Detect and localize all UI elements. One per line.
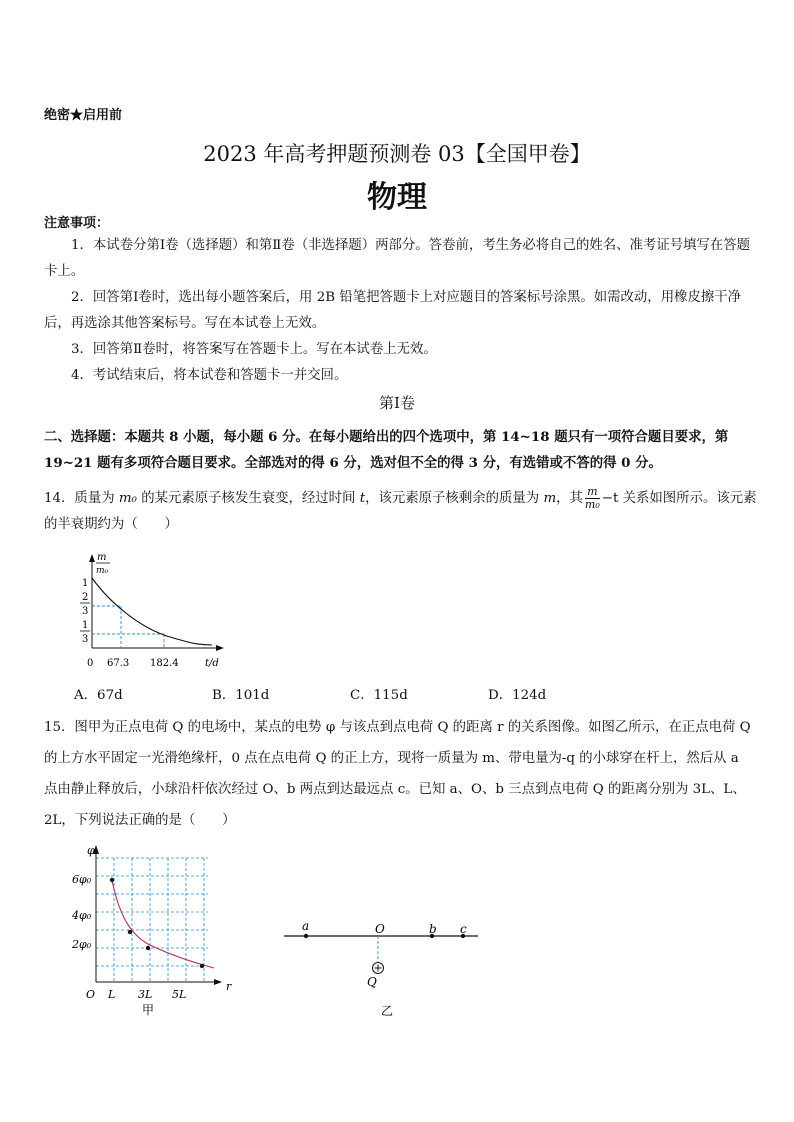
confidential-label: 绝密★启用前 [44, 108, 123, 123]
exam-title: 2023 年高考押题预测卷 03【全国甲卷】 [203, 142, 591, 166]
tick-4phi: 4φ₀ [72, 909, 92, 922]
tick-x-182: 182.4 [150, 658, 179, 669]
r-axis-label: r [226, 980, 232, 993]
point-b: b [429, 922, 437, 936]
phi-axis-label: φ [87, 844, 95, 857]
y-label-num: m [97, 552, 107, 563]
tick-6phi: 6φ₀ [72, 873, 92, 886]
potential-graph [68, 840, 248, 1020]
rod-diagram [280, 915, 490, 1020]
subject-title: 物理 [367, 180, 427, 215]
notice-heading: 注意事项： [44, 216, 110, 231]
tick-x-0: 0 [87, 658, 94, 669]
option-b: B．101d [212, 688, 270, 703]
x-axis-label: t/d [205, 658, 219, 669]
tick-y-2: 2 [82, 592, 89, 603]
caption-yi: 乙 [381, 1004, 394, 1018]
caption-jia: 甲 [142, 1003, 155, 1017]
point-O: O [375, 922, 385, 936]
origin-label: O [86, 988, 96, 1001]
question-14: 14．质量为 m₀ 的某元素原子核发生衰变，经过时间 t，该元素原子核剩余的质量为 m，其 $\frac{m}{\text{m₀}}$ −t 关系如图所示。该元素的半衰期约为（ ） [44, 485, 757, 532]
tick-y-3: 3 [82, 606, 89, 617]
notice-item-2: 2．回答第Ⅰ卷时，选出每小题答案后，用 2B 铅笔把答题卡上对应题目的答案标号涂黑。如需改动，用橡皮擦干净后，再选涂其他答案标号。写在本试卷上无效。 [44, 290, 742, 331]
tick-x-67: 67.3 [107, 658, 130, 669]
tick-5L: 5L [172, 988, 187, 1001]
notice-item-3: 3．回答第Ⅱ卷时，将答案写在答题卡上。写在本试卷上无效。 [71, 342, 437, 357]
point-c: c [460, 922, 467, 936]
option-c: C．115d [350, 688, 408, 703]
tick-3L: 3L [138, 988, 153, 1001]
question-15: 15．图甲为正点电荷 Q 的电场中，某点的电势 φ 与该点到点电荷 Q 的距离 r 的关系图像。如图乙所示，在正点电荷 Q 的上方水平固定一光滑绝缘杆，0 点在点电荷 Q 的正上方，现将一质量为 m、带电量为-q 的小球穿在杆上，然后从 a 点由静止释放后，小球沿杆依次经过 O、b 两点到达最远点 c。已知 a、O、b 三点到点电荷 Q 的距离分别为 3L、L、2L，下列说法正确的是（ ） [44, 720, 751, 828]
tick-2phi: 2φ₀ [72, 938, 92, 951]
notice-item-1: 1．本试卷分第Ⅰ卷（选择题）和第Ⅱ卷（非选择题）两部分。答卷前，考生务必将自己的姓名、准考证号填写在答题卡上。 [44, 238, 751, 279]
charge-Q: Q [367, 975, 377, 989]
tick-y-1: 1 [82, 578, 89, 589]
y-label-den: m₀ [96, 566, 109, 576]
tick-y-5: 3 [82, 634, 89, 645]
ratio-fraction: $\frac{m}{\text{m₀}}$ [584, 485, 600, 511]
tick-L: L [108, 988, 116, 1001]
volume-heading: 第Ⅰ卷 [379, 394, 415, 412]
section-instructions: 二、选择题：本题共 8 小题，每小题 6 分。在每小题给出的四个选项中，第 14~18 题只有一项符合题目要求，第 19~21 题有多项符合题目要求。全部选对的得 6 分，选对但不全的得 3 分，有选错或不答的得 0 分。 [44, 429, 729, 471]
notice-item-4: 4．考试结束后，将本试卷和答题卡一并交回。 [71, 368, 348, 383]
point-a: a [302, 919, 310, 933]
option-a: A．67d [74, 688, 123, 703]
option-d: D．124d [488, 688, 547, 703]
decay-graph [60, 548, 230, 673]
tick-y-4: 1 [82, 620, 89, 631]
